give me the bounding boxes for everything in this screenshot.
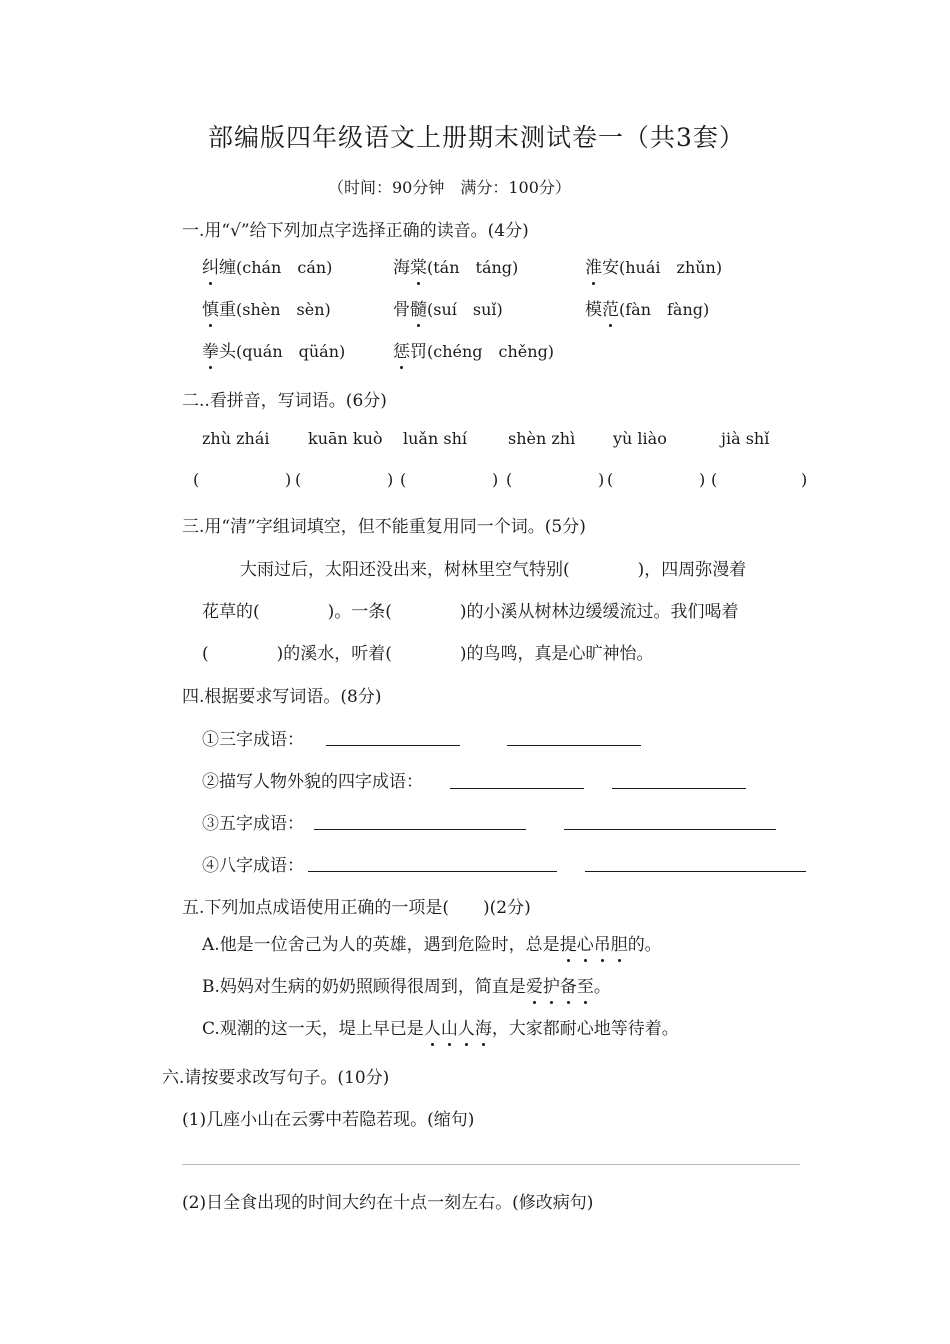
pronunciation-options[interactable]: (suí suǐ) [427, 300, 503, 319]
pinyin-word: yù liào [613, 429, 667, 448]
q6-heading: 六.请按要求改写句子。(10分) [162, 1068, 390, 1088]
pronunciation-options[interactable]: (chán cán) [236, 258, 333, 277]
answer-line[interactable] [326, 745, 460, 746]
close-bracket: ) [699, 470, 706, 489]
dotted-character: 拳 [202, 337, 219, 362]
pronunciation-options[interactable]: (shèn sèn) [236, 300, 331, 319]
pinyin-choice-item [202, 295, 331, 320]
option-text: 的。 [627, 935, 662, 955]
dotted-character: 慎 [202, 295, 219, 320]
pinyin-choice-item [202, 337, 345, 362]
option-text: ，大家都耐心地等待着。 [491, 1019, 679, 1039]
dotted-character: 备 [560, 972, 577, 997]
q6-item-1: (1)几座小山在云雾中若隐若现。(缩句) [182, 1110, 475, 1130]
open-bracket: ( [506, 470, 513, 489]
dotted-character: 惩 [393, 337, 410, 362]
choice-option[interactable] [202, 1014, 679, 1039]
pronunciation-options[interactable]: (tán táng) [427, 258, 519, 277]
dotted-character: 心 [577, 930, 594, 955]
word-part: 头 [219, 342, 236, 362]
close-bracket: ) [598, 470, 605, 489]
answer-line[interactable] [507, 745, 641, 746]
dotted-character: 淮 [585, 253, 602, 278]
dotted-character: 护 [543, 972, 560, 997]
pinyin-choice-item [585, 295, 709, 320]
pronunciation-options[interactable]: (fàn fàng) [619, 300, 710, 319]
answer-line[interactable] [450, 788, 584, 789]
word-part: 安 [602, 258, 619, 278]
q4-item-3: ③五字成语： [202, 814, 304, 834]
pinyin-word: kuān kuò [308, 429, 383, 448]
pinyin-choice-item [393, 337, 554, 362]
q6-item-2: (2)日全食出现的时间大约在十点一刻左右。(修改病句) [182, 1193, 594, 1213]
word-part: 骨 [393, 300, 410, 320]
pronunciation-options[interactable]: (huái zhǔn) [619, 258, 723, 277]
dotted-character: 人 [458, 1014, 475, 1039]
dotted-idiom [560, 935, 628, 955]
answer-line[interactable] [612, 788, 746, 789]
answer-line[interactable] [182, 1164, 800, 1165]
q4-item-1: ①三字成语： [202, 730, 304, 750]
pronunciation-options[interactable]: (quán qüán) [236, 342, 346, 361]
answer-line[interactable] [308, 871, 557, 872]
q1-heading: 一.用“√”给下列加点字选择正确的读音。(4分) [182, 221, 529, 241]
dotted-character: 爱 [526, 972, 543, 997]
dotted-character: 胆 [611, 930, 628, 955]
close-bracket: ) [285, 470, 292, 489]
dotted-character: 纠 [202, 253, 219, 278]
open-bracket: ( [607, 470, 614, 489]
q3-line-3: ( )的溪水，听着( )的鸟鸣，真是心旷神怡。 [202, 644, 654, 664]
q3-heading: 三.用“清”字组词填空，但不能重复用同一个词。(5分) [182, 517, 586, 537]
close-bracket: ) [387, 470, 394, 489]
dotted-character: 人 [424, 1014, 441, 1039]
open-bracket: ( [711, 470, 718, 489]
option-text: A.他是一位舍己为人的英雄，遇到危险时，总是 [202, 935, 560, 955]
pronunciation-options[interactable]: (chéng chěng) [427, 342, 555, 361]
option-text: B.妈妈对生病的奶奶照顾得很周到，简直是 [202, 977, 526, 997]
exam-info: （时间：90分钟 满分：100分） [328, 178, 571, 197]
choice-option[interactable] [202, 930, 662, 955]
dotted-character: 棠 [410, 253, 427, 278]
open-bracket: ( [295, 470, 302, 489]
q3-line-2: 花草的( )。一条( )的小溪从树林边缓缓流过。我们喝着 [202, 602, 739, 622]
q4-heading: 四.根据要求写词语。(8分) [182, 687, 382, 707]
dotted-character: 吊 [594, 930, 611, 955]
dotted-character: 范 [602, 295, 619, 320]
answer-line[interactable] [585, 871, 806, 872]
q3-line-1: 大雨过后，太阳还没出来，树林里空气特别( )，四周弥漫着 [240, 560, 747, 580]
q4-item-2: ②描写人物外貌的四字成语： [202, 772, 423, 792]
open-bracket: ( [400, 470, 407, 489]
choice-option[interactable] [202, 972, 611, 997]
dotted-character: 至 [577, 972, 594, 997]
answer-line[interactable] [564, 829, 776, 830]
page-title: 部编版四年级语文上册期末测试卷一（共3套） [208, 123, 745, 152]
answer-line[interactable] [314, 829, 526, 830]
pinyin-choice-item [585, 253, 722, 278]
pinyin-word: shèn zhì [508, 429, 576, 448]
q4-item-4: ④八字成语： [202, 856, 304, 876]
pinyin-choice-item [393, 253, 518, 278]
dotted-character: 海 [475, 1014, 492, 1039]
dotted-character: 山 [441, 1014, 458, 1039]
q2-heading: 二..看拼音，写词语。(6分) [182, 391, 387, 411]
dotted-character: 提 [560, 930, 577, 955]
word-part: 重 [219, 300, 236, 320]
dotted-idiom [424, 1019, 492, 1039]
option-text: C.观潮的这一天，堤上早已是 [202, 1019, 424, 1039]
pinyin-choice-item [393, 295, 503, 320]
dotted-character: 髓 [410, 295, 427, 320]
pinyin-choice-item [202, 253, 332, 278]
open-bracket: ( [193, 470, 200, 489]
word-part: 模 [585, 300, 602, 320]
option-text: 。 [593, 977, 611, 997]
pinyin-word: zhù zhái [202, 429, 270, 448]
word-part: 缠 [219, 258, 236, 278]
close-bracket: ) [801, 470, 808, 489]
dotted-idiom [526, 977, 594, 997]
q5-heading: 五.下列加点成语使用正确的一项是( )(2分) [182, 898, 531, 918]
close-bracket: ) [492, 470, 499, 489]
word-part: 罚 [410, 342, 427, 362]
pinyin-word: luǎn shí [403, 429, 467, 448]
pinyin-word: jià shǐ [721, 429, 770, 448]
word-part: 海 [393, 258, 410, 278]
